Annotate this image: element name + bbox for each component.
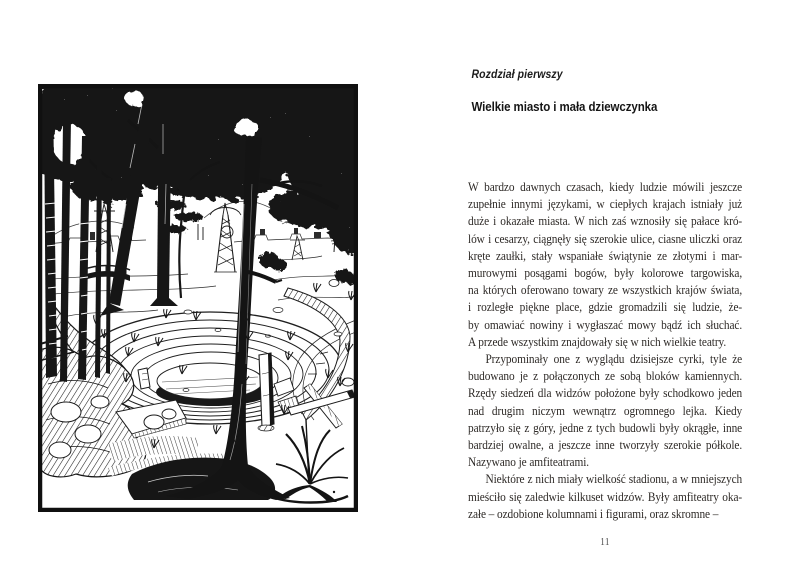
text-line: kręte zaułki, stały wspaniałe świątynie ze złotymi i mar- [468,247,743,263]
text-line: zupełnie innymi językami, w ciepłych krajach istniały już [468,196,743,212]
page-text-column [468,66,742,566]
text-line: nad drugim niczym wewnątrz ogromnego lejka. Kiedy [468,402,743,418]
book-illustration [38,84,358,512]
paragraph [468,350,742,470]
arena-floor [157,363,263,399]
text-line: A przede wszystkim znajdowały się w nich wielkie teatry. [468,333,727,349]
text-line: Przypominały one z wyglądu dzisiejsze cyrki, tyle że [485,351,743,367]
amphitheatre-drawing [38,84,358,512]
text-line: Nazywano je amfiteatrami. [468,454,590,470]
body-text [468,178,742,522]
text-line: załe – ozdobione kolumnami i figurami, oraz skromne – [468,505,719,521]
chapter-title: Wielkie miasto i mała dziewczynka [471,99,658,114]
chapter-label: Rozdział pierwszy [471,67,563,81]
text-line: by omawiać nowiny i wygłaszać mowy bądź ich słuchać. [468,316,743,332]
text-line: murowymi posągami bogów, były kolorowe targowiska, [468,265,743,281]
page-number: 11 [600,537,610,548]
text-line: mieściło się zaledwie kilkuset widzów. Były amfiteatry oka- [468,488,743,504]
text-line: duże i okazałe miasta. W nich zaś wznosiły się pałace kró- [468,213,743,229]
text-line: lów i cesarzy, ciągnęły się szerokie ulice, ciasne uliczki oraz [468,230,743,246]
text-line: budowano je z połączonych ze sobą bloków kamiennych. [468,368,743,384]
text-line: bardziej owalne, a jeszcze inne tworzyły szerokie półkole. [468,437,743,453]
text-line: W bardzo dawnych czasach, kiedy ludzie mówili jeszcze [468,179,743,194]
paragraph [468,178,742,350]
paragraph [468,470,742,522]
text-line: patrzyło się z góry, jedne z tych budowli były okrągłe, inne [468,419,743,435]
text-line: Niektóre z nich miały wielkość stadionu, a w mniejszych [485,471,743,487]
text-line: na których oferowano towary ze wszystkich krajów świata, [468,282,743,298]
text-line: Rzędy siedzeń dla widzów położone były schodkowo jeden [468,385,743,401]
text-line: i rozległe piękne place, gdzie gromadzili się ludzie, że- [468,299,743,315]
